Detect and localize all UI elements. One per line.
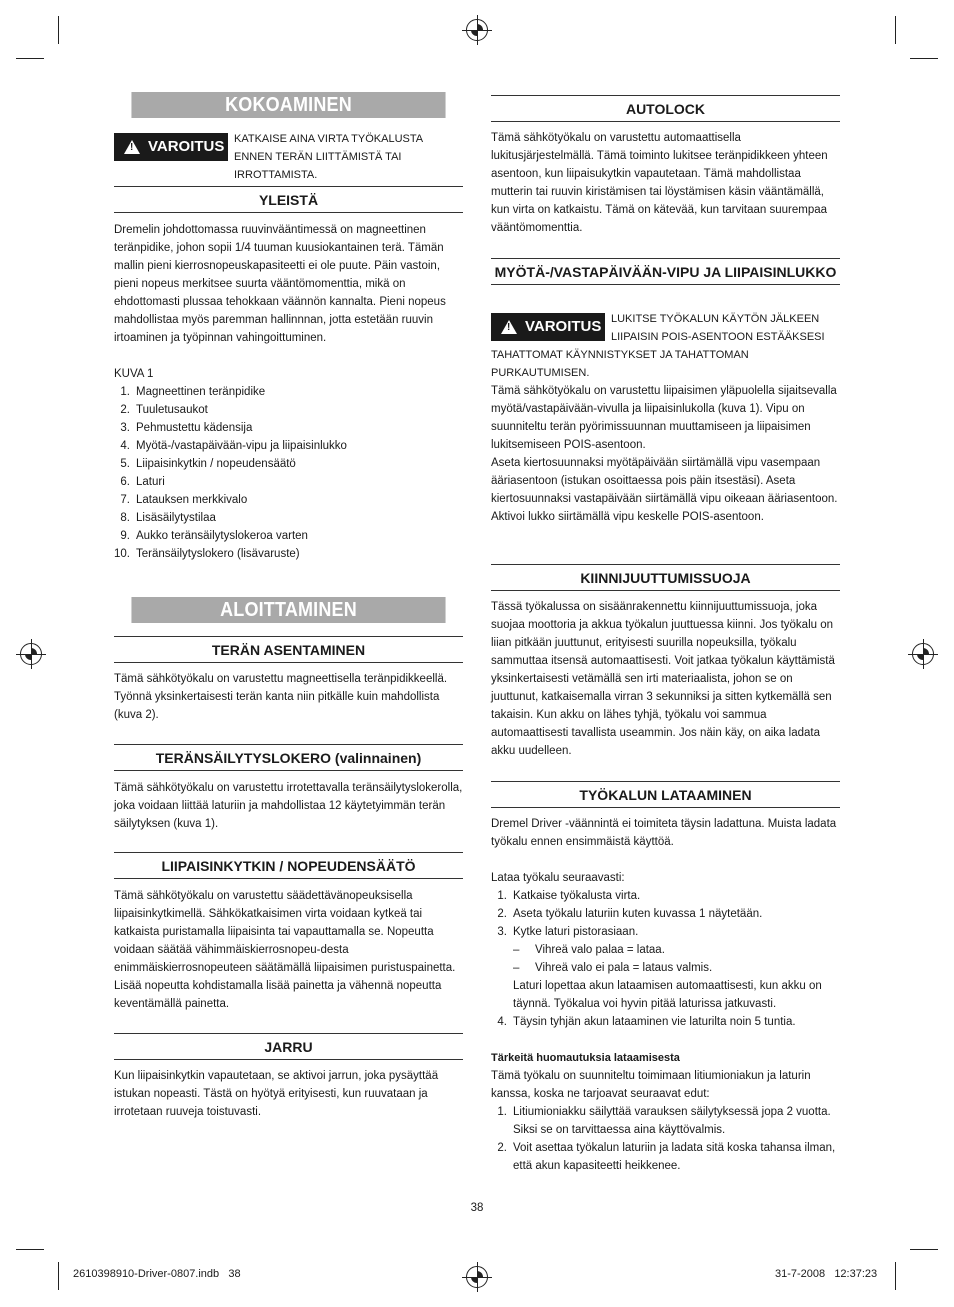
charging-step (491, 959, 840, 977)
charging-step (491, 941, 840, 959)
footer-file-info: 2610398910-Driver-0807.indb 38 (73, 1268, 241, 1280)
registration-mark-icon (466, 19, 488, 41)
paragraph-liipaisinkytkin: Tämä sähkötyökalu on varustettu säädettävänopeuksisella liipaisinkytkimellä. Sähkökatkaisimen virta voidaan kytkeä tai katkaista puristamalla liipaisinta tai vapauttamalla se. Nopeutta voidaan säätää vähimmäiskierrosnopeu-desta enimmäiskierrosnopeuteen säätämällä liipaisimen puristuspainetta. Lisää nopeutta kohdistamalla lisää painetta ja vähennä nopeutta keventämällä painetta. (114, 890, 456, 1010)
section-banner-aloittaminen: ALOITTAMINEN (131, 597, 445, 623)
heading-teran-asentaminen: TERÄN ASENTAMINEN (114, 636, 463, 663)
charging-step (491, 977, 840, 1013)
figure-legend-item (114, 527, 463, 545)
registration-mark-icon (466, 1266, 488, 1288)
charging-intro: Lataa työkalu seuraavasti: (491, 872, 625, 884)
heading-teransailytyslokero: TERÄNSÄILYTYSLOKERO (valinnainen) (114, 744, 463, 771)
paragraph-vipu: Tämä sähkötyökalu on varustettu liipaisimen yläpuolella sijaitsevalla myötä/vastapäivään-vivulla ja liipaisinlukolla (kuva 1). Vipu on suunniteltu terän pyörimissuunnan muuttamiseen ja liipaisimen lukitsemiseen POIS-asentoon. Aseta kiertosuunnaksi myötäpäivään siirtämällä vipu vasempaan ääriasentoon (istukan osoittaessa pois päin itsestäsi). Aseta kiertosuunnaksi vastapäivään siirtämällä vipu oikeaan ääriasentoon. Aktivoi lukko siirtämällä vipu keskelle POIS-asentoon. (491, 385, 838, 523)
heading-kiinnijuuttumissuoja: KIINNIJUUTTUMISSUOJA (491, 564, 840, 591)
paragraph-tyokalun-lataaminen: Dremel Driver -väännintä ei toimiteta täysin ladattuna. Muista ladata työkalu ennen ensimmäistä käyttöä. (491, 818, 837, 848)
list-item-number: – (513, 962, 520, 974)
figure-legend-item (114, 473, 463, 491)
paragraph-yleista: Dremelin johdottomassa ruuvinvääntimessä on magneettinen teränpidike, johon sopii 1/4 tuuman kuusiokantainen terä. Tämän mallin pieni kierrosnopeuskapasiteetti ei ole puute. Päin vastoin, pieni nopeus merkitsee suurta vääntömomenttia, mikä on ehdottomasti plussaa tehokkaan väännön kannalta. Pieni nopeus mahdollistaa myös paremman hallinnnan, jotta estetään ruuvin irtoaminen ja työpinnan vahingoittuminen. (114, 224, 446, 344)
notes-intro: Tämä työkalu on suunniteltu toimimaan litiumioniakun ja laturin kanssa, koska ne tarjoavat seuraavat edut: (491, 1070, 811, 1100)
paragraph-teran-asentaminen: Tämä sähkötyökalu on varustettu magneettisella teränpidikkeellä. Työnnä yksinkertaisesti terän kanta niin pitkälle kuin mahdollista (kuva 2). (114, 673, 448, 721)
list-item-number: 7. (120, 494, 130, 506)
figure-legend-item (114, 419, 463, 437)
list-item-text: Pehmustettu kädensija (136, 422, 253, 434)
list-item-number: 1. (497, 890, 507, 902)
list-item-text: Aukko teränsäilytyslokeroa varten (136, 530, 308, 542)
list-item-number: 1. (497, 1106, 507, 1118)
list-item-text: Myötä-/vastapäivään-vipu ja liipaisinlukko (136, 440, 347, 452)
heading-liipaisinkytkin: LIIPAISINKYTKIN / NOPEUDENSÄÄTÖ (114, 852, 463, 879)
figure-caption: KUVA 1 (114, 368, 154, 380)
figure-legend-item (114, 401, 463, 419)
crop-mark (16, 1249, 44, 1250)
list-item-text: Laturi lopettaa akun lataamisen automaattisesti, kun akku on täynnä. Työkalua voi hyvin pitää laturissa jatkuvasti. (513, 980, 822, 1010)
crop-mark (895, 16, 896, 44)
list-item-text: Teränsäilytyslokero (lisävaruste) (136, 548, 300, 560)
list-item-number: 2. (120, 404, 130, 416)
warning-text: KATKAISE AINA VIRTA TYÖKALUSTA ENNEN TERÄN LIITTÄMISTÄ TAI IRROTTAMISTA. (234, 133, 423, 181)
list-item-text: Voit asettaa työkalun laturiin ja ladata sitä koska tahansa ilman, että akun kapasiteetti heikkenee. (513, 1142, 836, 1172)
list-item-text: Vihreä valo ei pala = lataus valmis. (535, 962, 713, 974)
list-item-number: 10. (114, 548, 130, 560)
figure-legend-item (114, 383, 463, 401)
warning-text: LUKITSE TYÖKALUN KÄYTÖN JÄLKEEN LIIPAISIN POIS-ASENTOON ESTÄÄKSESI (611, 313, 825, 343)
figure-legend-list (114, 383, 463, 563)
warning-label-text: VAROITUS (525, 318, 602, 335)
list-item-number: – (513, 944, 520, 956)
list-item-number: 2. (497, 1142, 507, 1154)
list-item-text: Laturi (136, 476, 165, 488)
list-item-text: Latauksen merkkivalo (136, 494, 248, 506)
list-item-number: 6. (120, 476, 130, 488)
heading-autolock: AUTOLOCK (491, 95, 840, 122)
list-item-number: 3. (497, 926, 507, 938)
charging-step (491, 887, 840, 905)
list-item-text: Täysin tyhjän akun lataaminen vie laturilta noin 5 tuntia. (513, 1016, 796, 1028)
section-banner-kokoaminen: KOKOAMINEN (131, 92, 445, 118)
crop-mark (16, 58, 44, 59)
heading-yleista: YLEISTÄ (114, 186, 463, 213)
list-item-number: 1. (120, 386, 130, 398)
list-item-text: Aseta työkalu laturiin kuten kuvassa 1 näytetään. (513, 908, 763, 920)
heading-vipu-liipaisinlukko: MYÖTÄ-/VASTAPÄIVÄÄN-VIPU JA LIIPAISINLUKKO (491, 258, 840, 285)
crop-mark (910, 58, 938, 59)
list-item-number: 5. (120, 458, 130, 470)
warning-icon: ! (124, 140, 140, 154)
list-item-number: 9. (120, 530, 130, 542)
charging-step (491, 923, 840, 941)
paragraph-jarru: Kun liipaisinkytkin vapautetaan, se aktivoi jarrun, joka pysäyttää istukan nopeasti. Tästä on hyötyä erityisesti, kun ruuvataan ja irrotetaan ruuveja toistuvasti. (114, 1070, 439, 1118)
list-item-number: 4. (120, 440, 130, 452)
charging-step (491, 905, 840, 923)
crop-mark (58, 1262, 59, 1290)
list-item-text: Tuuletusaukot (136, 404, 208, 416)
list-item-text: Kytke laturi pistorasiaan. (513, 926, 639, 938)
figure-legend-item (114, 491, 463, 509)
list-item-number: 8. (120, 512, 130, 524)
warning-icon: ! (501, 320, 517, 334)
crop-mark (910, 1249, 938, 1250)
heading-tyokalun-lataaminen: TYÖKALUN LATAAMINEN (491, 781, 840, 808)
paragraph-autolock: Tämä sähkötyökalu on varustettu automaattisella lukitusjärjestelmällä. Tämä toiminto lukitsee teränpidikkeen yhteen asentoon, kun liipaisukytkin vapautetaan. Tämä mahdollistaa mutterin tai ruuvin kiristämisen tai löystämisen käsin vääntämällä, kun virta on katkaistu. Tämä on kätevää, kun tarvitaan suurempaa vääntömomenttia. (491, 132, 828, 234)
paragraph-teransailytyslokero: Tämä sähkötyökalu on varustettu irrotettavalla teränsäilytyslokerolla, joka voidaan liittää laturiin ja mahdollistaa 12 käytetyimmän terän säilytyksen (kuva 1). (114, 782, 463, 830)
footer-timestamp: 31-7-2008 12:37:23 (775, 1268, 878, 1280)
list-item-text: Litiumioniakku säilyttää varauksen säilytyksessä jopa 2 vuotta. Siksi se on tarvittaessa aina käyttövalmis. (513, 1106, 831, 1136)
warning-label (114, 133, 228, 161)
note-item (491, 1103, 840, 1139)
list-item-text: Liipaisinkytkin / nopeudensäätö (136, 458, 296, 470)
list-item-number: 4. (497, 1016, 507, 1028)
figure-legend-item (114, 455, 463, 473)
list-item-text: Lisäsäilytystilaa (136, 512, 216, 524)
crop-mark (895, 1262, 896, 1290)
registration-mark-icon (912, 643, 934, 665)
figure-legend-item (114, 437, 463, 455)
warning-label (491, 313, 605, 341)
charging-step (491, 1013, 840, 1031)
figure-legend-item (114, 545, 463, 563)
figure-legend-item (114, 509, 463, 527)
heading-jarru: JARRU (114, 1033, 463, 1060)
list-item-text: Katkaise työkalusta virta. (513, 890, 641, 902)
registration-mark-icon (20, 643, 42, 665)
list-item-text: Magneettinen teränpidike (136, 386, 266, 398)
note-item (491, 1139, 840, 1175)
list-item-text: Vihreä valo palaa = lataa. (535, 944, 665, 956)
warning-label-text: VAROITUS (148, 138, 225, 155)
list-item-number: 3. (120, 422, 130, 434)
paragraph-kiinnijuuttumissuoja: Tässä työkalussa on sisäänrakennettu kiinnijuuttumissuoja, joka suojaa moottoria ja akkua työkalun juuttuessa kiinni. Jos työkalu on liian pitkään juuttunut, erityisesti suurilla nopeuksilla, työkalu sammuttaa itsensä automaattisesti. Voit jatkaa työkalun käyttämistä yksinkertaisesti vetämällä sen irti materiaalista, johon se on juuttunut, katkaisemalla virran 3 sekunniksi ja sitten kytkemällä sen takaisin. Kun akku on lähes tyhjä, työkalu voi sammua automaattisesti tavallista useammin. Jos näin käy, on aika ladata akku uudelleen. (491, 601, 835, 757)
list-item-number: 2. (497, 908, 507, 920)
crop-mark (58, 16, 59, 44)
page-number: 38 (470, 1202, 484, 1214)
charging-steps-list (491, 887, 840, 1031)
notes-list (491, 1103, 840, 1175)
warning-text-continued: TAHATTOMAT KÄYNNISTYKSET JA TAHATTOMAN PURKAUTUMISEN. (491, 349, 749, 379)
notes-heading: Tärkeitä huomautuksia lataamisesta (491, 1052, 680, 1064)
